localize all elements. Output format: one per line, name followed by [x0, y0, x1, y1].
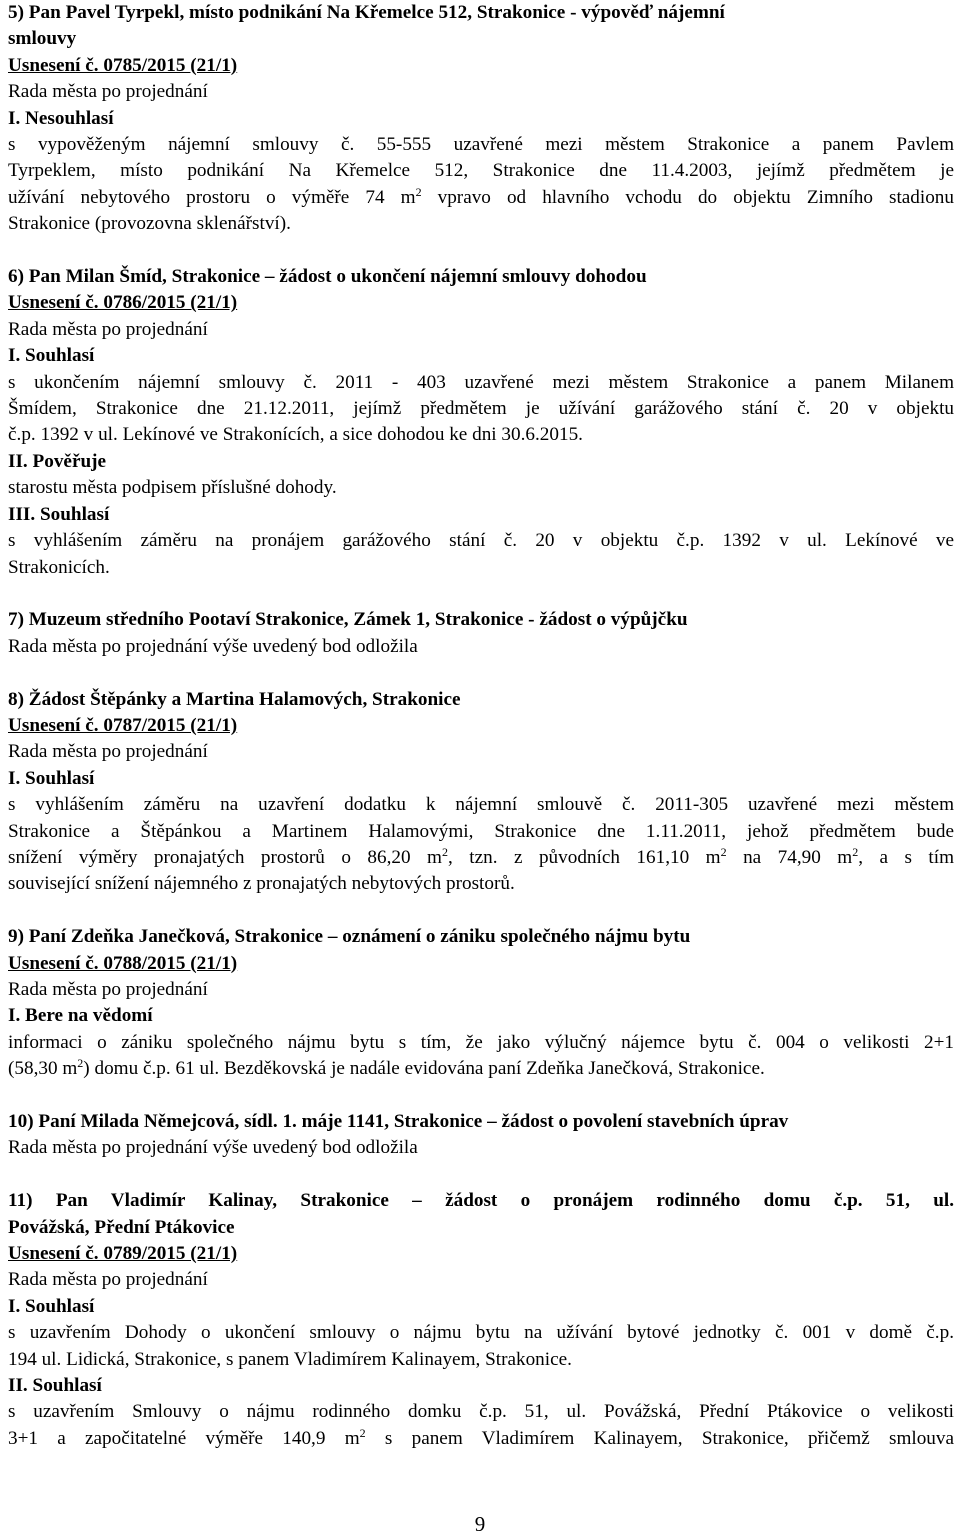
decision-text: 194 ul. Lidická, Strakonice, s panem Vladimírem Kalinayem, Strakonice.: [8, 1348, 572, 1370]
superscript: 2: [359, 1425, 366, 1440]
superscript: 2: [442, 844, 448, 859]
decision-text: s uzavřením Smlouvy o nájmu rodinného domku č.p. 51, ul. Povážská, Přední Ptákovice o velikosti: [8, 1401, 954, 1423]
resolution-number: Usnesení č. 0787/2015 (21/1): [8, 714, 238, 736]
decision-text: Šmídem, Strakonice dne 21.12.2011, jejímž předmětem je užívání garážového stání č. 20 v objektu: [8, 398, 954, 420]
resolution-number: Usnesení č. 0789/2015 (21/1): [8, 1243, 238, 1264]
text-fragment: s panem Vladimírem Kalinayem, Strakonice, přičemž smlouva: [365, 1427, 954, 1449]
text-fragment: 3+1 a započitatelné výměře 140,9 m: [8, 1427, 360, 1449]
item-title-cont: Povážská, Přední Ptákovice: [8, 1216, 235, 1238]
item-title: 5) Pan Pavel Tyrpekl, místo podnikání Na Křemelce 512, Strakonice - výpověď nájemní: [8, 2, 725, 23]
decision-text: Strakonice (provozovna sklenářství).: [8, 213, 291, 235]
decision-text: s vyhlášením záměru na uzavření dodatku k nájemní smlouvě č. 2011-305 uzavřené mezi městem: [8, 794, 954, 816]
council-label: Rada města po projednání: [8, 318, 208, 340]
superscript: 2: [852, 844, 859, 859]
decision-heading: I. Souhlasí: [8, 345, 95, 367]
decision-text: informaci o zániku společného nájmu bytu s tím, že jako výlučný nájemce bytu č. 004 o velikosti 2+1: [8, 1031, 954, 1053]
decision-text: Strakonice a Štěpánkou a Martinem Halamovými, Strakonice dne 1.11.2011, jehož předmětem bude: [8, 820, 954, 842]
decision-heading: I. Souhlasí: [8, 1295, 95, 1317]
decision-heading: III. Souhlasí: [8, 503, 110, 525]
item-title: 8) Žádost Štěpánky a Martina Halamových, Strakonice: [8, 688, 461, 710]
text-fragment: na 74,90 m: [726, 846, 853, 868]
item-title-cont: smlouvy: [8, 28, 77, 50]
item-title: 10) Paní Milada Němejcová, sídl. 1. máje 1141, Strakonice – žádost o povolení stavebních úprav: [8, 1110, 789, 1132]
decision-heading: I. Nesouhlasí: [8, 107, 114, 129]
agenda-item-5: [8, 0, 954, 238]
text-fragment: snížení výměry pronajatých prostorů o 86,20 m: [8, 846, 442, 868]
item-title: 11) Pan Vladimír Kalinay, Strakonice – žádost o pronájem rodinného domu č.p. 51, ul.: [8, 1190, 954, 1212]
text-fragment: ) domu č.p. 61 ul. Bezděkovská je nadále evidována paní Zdeňka Janečková, Strakonice.: [83, 1058, 765, 1080]
council-label: Rada města po projednání: [8, 741, 208, 763]
decision-text: [8, 1056, 954, 1082]
decision-text: [8, 185, 954, 211]
postponed-note: Rada města po projednání výše uvedený bod odložila: [8, 1137, 418, 1159]
decision-heading: I. Bere na vědomí: [8, 1005, 153, 1027]
council-label: Rada města po projednání: [8, 81, 208, 103]
text-fragment: , tzn. z původních 161,10 m: [448, 846, 721, 868]
agenda-item-8: [8, 687, 954, 898]
document-page: [8, 0, 954, 1452]
resolution-number: Usnesení č. 0788/2015 (21/1): [8, 952, 238, 974]
resolution-number: Usnesení č. 0786/2015 (21/1): [8, 292, 238, 314]
decision-text: s vyhlášením záměru na pronájem garážového stání č. 20 v objektu č.p. 1392 v ul. Lekínové ve: [8, 530, 954, 552]
decision-text: s uzavřením Dohody o ukončení smlouvy o nájmu bytu na užívání bytové jednotky č. 001 v domě č.p.: [8, 1322, 954, 1344]
superscript: 2: [720, 844, 727, 859]
postponed-note: Rada města po projednání výše uvedený bod odložila: [8, 635, 418, 657]
agenda-item-10: [8, 1109, 954, 1162]
decision-text: Tyrpeklem, místo podnikání Na Křemelce 512, Strakonice dne 11.4.2003, jejímž předmětem je: [8, 160, 954, 182]
decision-text: s ukončením nájemní smlouvy č. 2011 - 403 uzavřené mezi městem Strakonice a panem Milanem: [8, 371, 954, 393]
decision-text: č.p. 1392 v ul. Lekínové ve Strakonících, a sice dohodou ke dni 30.6.2015.: [8, 424, 583, 446]
decision-heading: I. Souhlasí: [8, 767, 95, 789]
item-title: 9) Paní Zdeňka Janečková, Strakonice – oznámení o zániku společného nájmu bytu: [8, 926, 691, 948]
agenda-item-11: [8, 1188, 954, 1452]
item-title: 6) Pan Milan Šmíd, Strakonice – žádost o ukončení nájemní smlouvy dohodou: [8, 266, 647, 288]
text-fragment: užívání nebytového prostoru o výměře 74 m: [8, 186, 416, 208]
superscript: 2: [77, 1056, 84, 1071]
agenda-item-7: [8, 607, 954, 660]
text-fragment: vpravo od hlavního vchodu do objektu Zimního stadionu: [421, 186, 954, 208]
page-number: 9: [474, 1512, 486, 1536]
council-label: Rada města po projednání: [8, 978, 208, 1000]
item-title: 7) Muzeum středního Pootaví Strakonice, Zámek 1, Strakonice - žádost o výpůjčku: [8, 609, 688, 631]
decision-text: starostu města podpisem příslušné dohody.: [8, 477, 337, 499]
text-fragment: , a s tím: [858, 846, 954, 868]
decision-text: [8, 1426, 954, 1452]
agenda-item-6: [8, 264, 954, 581]
agenda-item-9: [8, 924, 954, 1082]
text-fragment: (58,30 m: [8, 1058, 78, 1080]
decision-text: s vypověženým nájemní smlouvy č. 55-555 uzavřené mezi městem Strakonice a panem Pavlem: [8, 134, 954, 156]
decision-heading: II. Pověřuje: [8, 450, 107, 472]
decision-text: související snížení nájemného z pronajatých nebytových prostorů.: [8, 873, 515, 895]
decision-text: Strakonicích.: [8, 556, 110, 578]
council-label: Rada města po projednání: [8, 1269, 208, 1291]
decision-heading: II. Souhlasí: [8, 1375, 102, 1397]
superscript: 2: [415, 184, 422, 199]
resolution-number: Usnesení č. 0785/2015 (21/1): [8, 54, 238, 76]
decision-text: [8, 845, 954, 871]
